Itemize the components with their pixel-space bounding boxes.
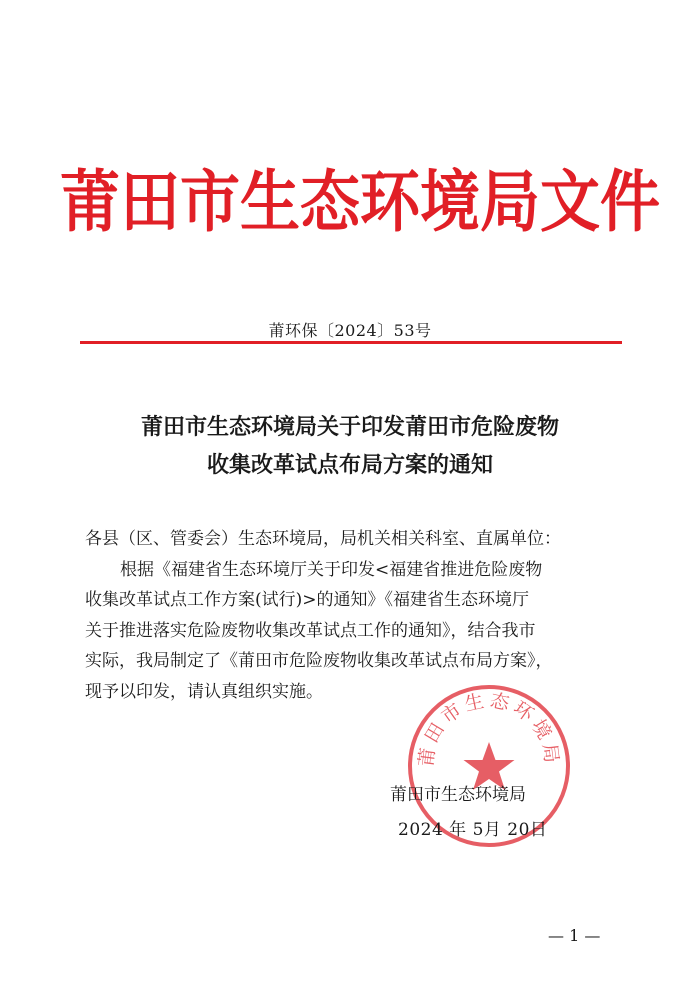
page-number: — 1 — xyxy=(548,926,601,945)
notice-title-line-1: 莆田市生态环境局关于印发莆田市危险废物 xyxy=(140,414,559,440)
signing-date: 2024 年 5月 20日 xyxy=(398,820,548,840)
document-number: 莆环保〔2024〕53号 xyxy=(268,321,432,340)
body-line: 现予以印发，请认真组织实施。 xyxy=(85,681,323,702)
red-divider-line xyxy=(80,341,622,344)
body-line: 实际，我局制定了《莆田市危险废物收集改革试点布局方案》， xyxy=(85,651,553,671)
issuing-org-title: 莆田市生态环境局文件 xyxy=(60,163,660,242)
salutation: 各县（区、管委会）生态环境局，局机关相关科室、直属单位： xyxy=(85,529,561,549)
notice-title xyxy=(60,408,640,484)
body-line: 根据《福建省生态环境厅关于印发<福建省推进危险废物 xyxy=(120,559,543,580)
notice-body xyxy=(85,524,625,707)
notice-title-line-2: 收集改革试点布局方案的通知 xyxy=(206,452,493,478)
body-line: 收集改革试点工作方案(试行)>的通知》《福建省生态环境厅 xyxy=(85,590,530,610)
body-line: 关于推进落实危险废物收集改革试点工作的通知》，结合我市 xyxy=(85,620,536,641)
seal-text: 莆田市生态环境局 xyxy=(415,689,563,769)
signing-authority: 莆田市生态环境局 xyxy=(390,785,526,805)
